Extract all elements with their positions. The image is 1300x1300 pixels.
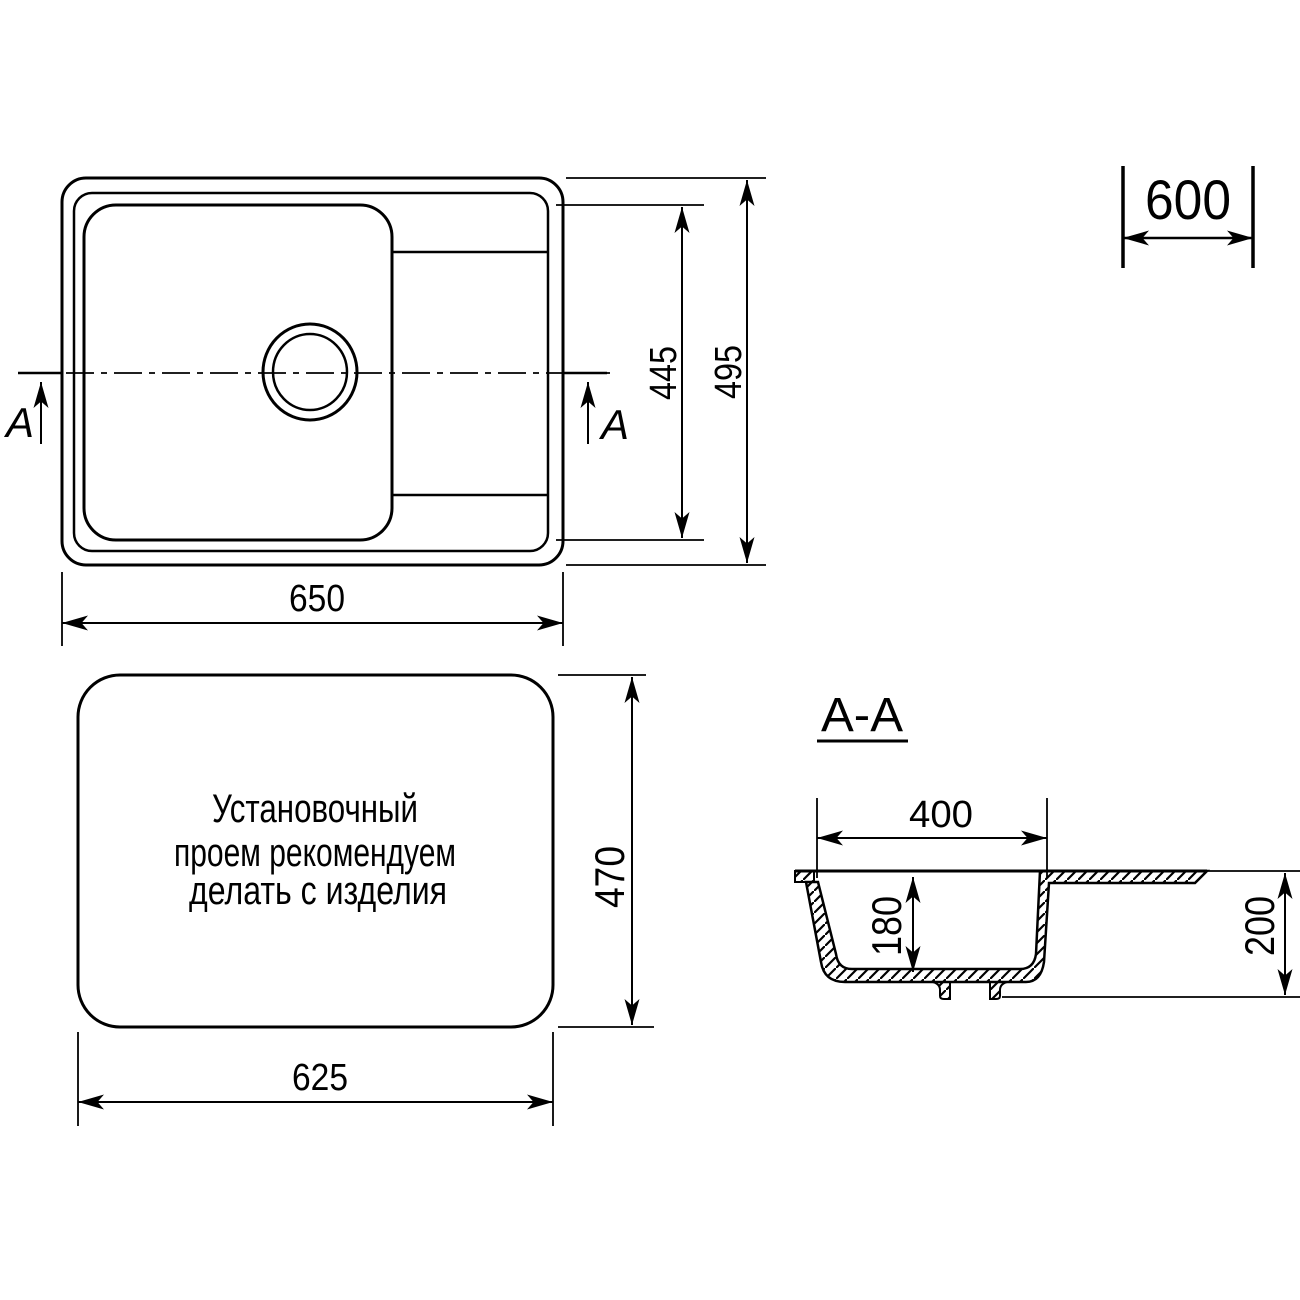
section-title: A-A: [821, 689, 903, 742]
section-letter-right: A: [600, 401, 630, 448]
dimension-600: [1123, 166, 1253, 268]
install-cutout-view: [78, 675, 553, 1027]
note-line-3: делать с изделия: [189, 869, 447, 913]
dim-value-180: 180: [863, 885, 910, 956]
sink-rim-outline: [74, 193, 548, 551]
section-view: [795, 689, 1207, 999]
dimension-625: [78, 1032, 553, 1126]
rim-flange-left: [795, 871, 814, 882]
section-letter-left: A: [5, 399, 35, 446]
dim-value-650: 650: [289, 578, 345, 620]
dimension-180: [863, 877, 913, 972]
dim-value-495: 495: [708, 335, 750, 399]
sink-top-view: [18, 178, 610, 565]
drain-hole-outer: [263, 324, 357, 420]
dimension-650: [62, 572, 563, 646]
drain-hole-inner: [273, 334, 347, 410]
note-line-2: проем рекомендуем: [174, 831, 456, 875]
note-line-1: Установочный: [212, 787, 418, 831]
dim-value-470: 470: [586, 837, 633, 908]
dim-value-200: 200: [1236, 885, 1283, 956]
sink-outer-outline: [62, 178, 563, 565]
dim-value-625: 625: [292, 1057, 348, 1099]
dim-value-445: 445: [643, 336, 685, 400]
drain-stub-left-wall: [933, 982, 950, 999]
dimension-400: [817, 794, 1047, 878]
dimension-470: [558, 675, 654, 1027]
dim-value-400: 400: [909, 794, 973, 836]
dim-value-600: 600: [1145, 168, 1231, 231]
